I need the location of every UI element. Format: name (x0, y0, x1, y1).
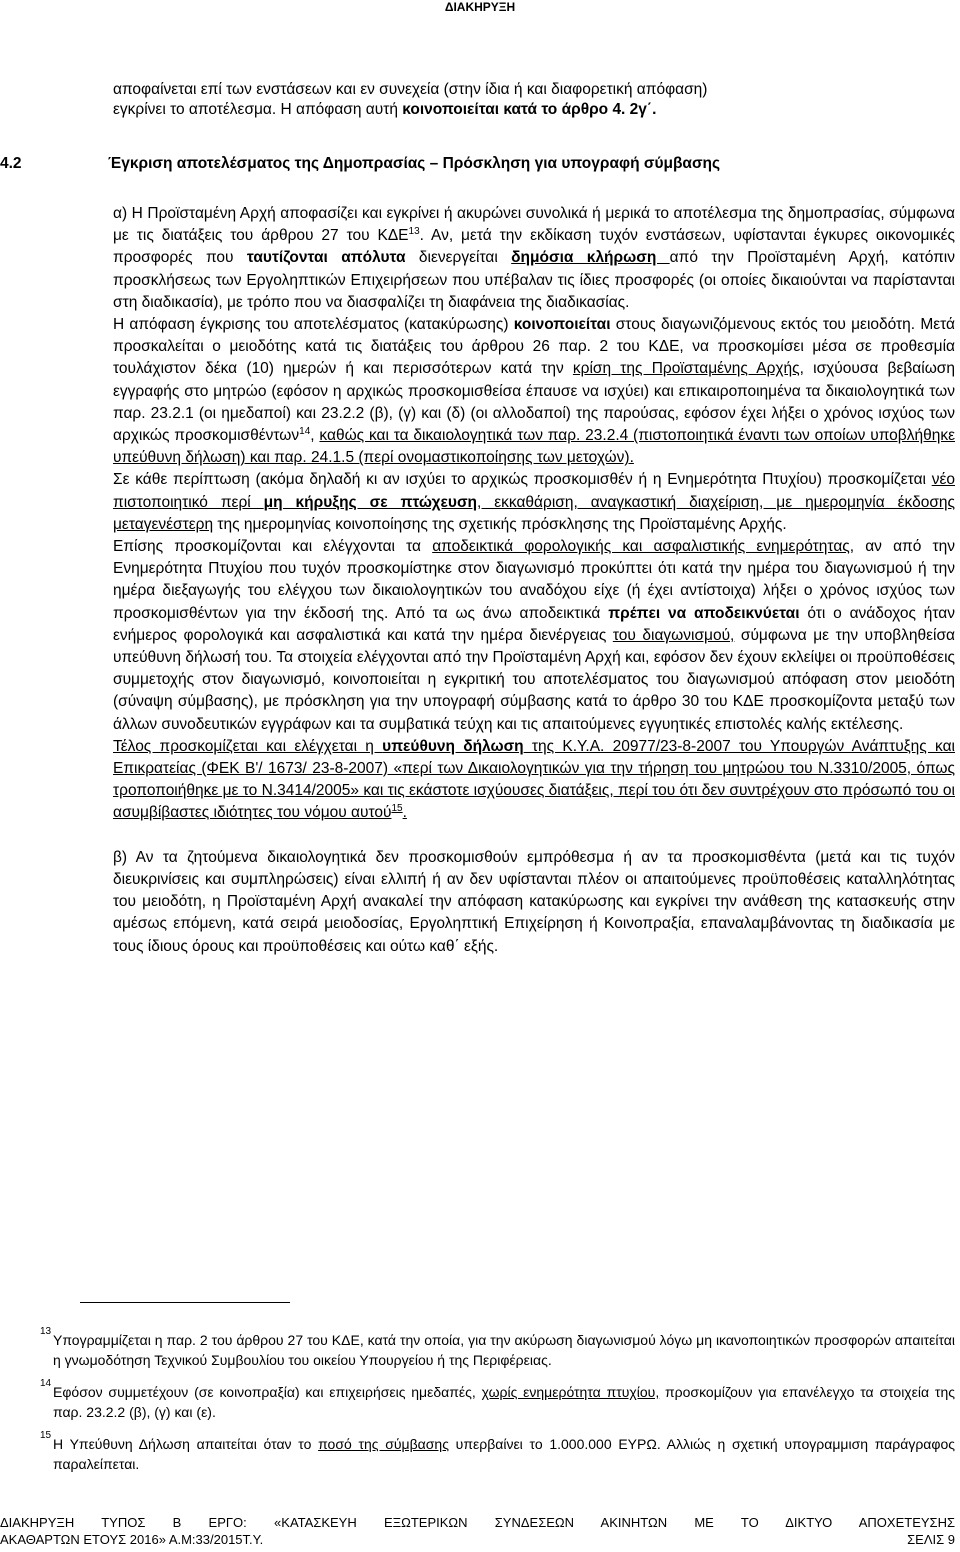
footnote-15: 15 Η Υπεύθυνη Δήλωση απαιτείται όταν το ποσό της σύμβασης υπερβαίνει το 1.000.000 ΕΥΡΩ. Αλλιώς η σχετική υπογραμμιση παράγραφος παραλείπεται. (40, 1434, 955, 1474)
section-title: Έγκριση αποτελέσματος της Δημοπρασίας – Πρόσκληση για υπογραφή σύμβασης (108, 155, 721, 172)
paragraph-a: α) Η Προϊσταμένη Αρχή αποφασίζει και εγκρίνει ή ακυρώνει συνολικά ή μερικά το αποτέλεσμα της δημοπρασίας, σύμφωνα με τις διατάξεις του άρθρου 27 του ΚΔΕ$^{13}$. Αν, μετά την εκδίκαση τυχόν ενστάσεων, υφίστανται έγκυρες οικονομικές προσφορές που ταυτίζονται απόλυτα διενεργείται δημόσια κλήρωση από την Προϊσταμένη Αρχή, κατόπιν προσκλήσεως των Εργοληπτικών Επιχειρήσεων που υπέβαλαν τις ίδιες προσφορές (οι οποίες δικαιούνται να παρίστανται στη διαδικασία), με τρόπο που να διασφαλίζει τη διαφάνεια της διαδικασίας. (113, 205, 955, 311)
paragraph-tax: Επίσης προσκομίζονται και ελέγχονται τα αποδεικτικά φορολογικής και ασφαλιστικής ενημερότητας, αν από την Ενημερότητα Πτυχίου που τυχόν προσκομίστηκε στον διαγωνισμό προκύπτει ότι κατά την ημέρα του διαγωνισμού ή την ημέρα διεξαγωγής του ελέγχου των δικαιολογητικών του αναδόχου είχε (ή έχει αντίστοιχα) λήξει ο χρόνος ισχύος των προσκομισθέντων για την έκδοσή της. Από τα ως άνω αποδεικτικά πρέπει να αποδεικνύεται ότι ο ανάδοχος ήταν ενήμερος φορολογικά και ασφαλιστικά και κατά την ημέρα διενέργειας του διαγωνισμού, σύμφωνα με την υποβληθείσα υπεύθυνη δήλωσή του. Τα στοιχεία ελέγχονται από την Προϊσταμένη Αρχή και, εφόσον δεν έχουν εκλείψει οι προϋποθέσεις συμμετοχής στον διαγωνισμό, κοινοποιείται η εγκριτική του αποτελέσματος του διαγωνισμού απόφαση στον μειοδότη (σύναψη σύμβασης), με πρόσκληση για την υπογραφή σύμβασης κατά το άρθρο 30 του ΚΔΕ προσκομίζοντα μεταξύ των άλλων συνοδευτικών εγγράφων και τα συμβατικά τεύχη και τις απαιτούμενες εγγυητικές επιστολές καλής εκτέλεσης. (113, 538, 955, 733)
footnotes (40, 1326, 955, 1486)
intro-line-2: εγκρίνει το αποτέλεσμα. Η απόφαση αυτή κοινοποιείται κατά το άρθρο 4. 2γ΄. (113, 101, 657, 118)
paragraph-notice: Η απόφαση έγκρισης του αποτελέσματος (κατακύρωσης) κοινοποιείται στους διαγωνιζόμενους εκτός του μειοδότη. Μετά προσκαλείται ο μειοδότης κατά τις διατάξεις του άρθρου 26 παρ. 2 του ΚΔΕ, να προσκομίσει μέσα σε προθεσμία τουλάχιστον δέκα (10) ημερών ή και περισσότερων κατά την κρίση της Προϊσταμένης Αρχής, ισχύουσα βεβαίωση εγγραφής στο μητρώο (εφόσον η αρχικώς προσκομισθείσα έπαυσε να ισχύει) και επικαιροποιημένα τα δικαιολογητικά των παρ. 23.2.1 (οι ημεδαποί) και 23.2.2 (β), (γ) και (δ) (οι αλλοδαποί) της παρούσας, εφόσον έχει λήξει ο χρόνος ισχύος των αρχικώς προσκομισθέντων$^{14}$, καθώς και τα δικαιολογητικά των παρ. 23.2.4 (πιστοποιητικά έναντι των οποίων υποβλήθηκε υπεύθυνη δήλωση) και παρ. 24.1.5 (περί ονομαστικοποίησης των μετοχών). (113, 316, 955, 467)
paragraph-certificate: Σε κάθε περίπτωση (ακόμα δηλαδή κι αν ισχύει το αρχικώς προσκομισθέν ή η Ενημερότητα Πτυχίου) προσκομίζεται νέο πιστοποιητικό περί μη κήρυξης σε πτώχευση, εκκαθάριση, αναγκαστική διαχείριση, με ημερομηνία έκδοσης μεταγενέστερη της ημερομηνίας κοινοποίησης της σχετικής πρόσκλησης της Προϊσταμένης Αρχής. (113, 471, 955, 533)
page-footer (0, 1514, 955, 1548)
page-number: ΣΕΛΙΣ 9 (907, 1532, 955, 1547)
footnote-ref-14[interactable]: 14 (299, 425, 311, 437)
footnote-14: 14 Εφόσον συμμετέχουν (σε κοινοπραξία) και επιχειρήσεις ημεδαπές, χωρίς ενημερότητα πτυχίου, προσκομίζουν για επανέλεγχο τα στοιχεία της παρ. 23.2.2 (β), (γ) και (ε). (40, 1382, 955, 1422)
section-body (113, 203, 955, 958)
page-header: ΔΙΑΚΗΡΥΞΗ (444, 0, 516, 14)
intro-paragraph (113, 80, 955, 120)
footnote-13: 13 Υπογραμμίζεται η παρ. 2 του άρθρου 27 του ΚΔΕ, κατά την οποία, για την ακύρωση διαγωνισμού λόγω μη ικανοποιητικών προσφορών απαιτείται η γνωμοδότηση Τεχνικού Συμβουλίου του οικείου Υπουργείου ή της Περιφέρειας. (40, 1330, 955, 1370)
intro-line-1: αποφαίνεται επί των ενστάσεων και εν συνεχεία (στην ίδια ή και διαφορετική απόφαση) (113, 81, 708, 98)
section-number: 4.2 (0, 155, 22, 172)
footnote-mark: 13 (40, 1326, 52, 1337)
paragraph-b: β) Αν τα ζητούμενα δικαιολογητικά δεν προσκομισθούν εμπρόθεσμα ή αν τα προσκομισθέντα (μετά και τις τυχόν διευκρινίσεις και συμπληρώσεις) είναι ελλιπή ή αν δεν υφίστανται πλέον οι απαιτούμενες προϋποθέσεις καταλληλότητας του μειοδότη, η Προϊσταμένη Αρχή ανακαλεί την απόφαση κατακύρωσης και εγκρίνει την ανάθεση της κατασκευής στην αμέσως επόμενη, κατά σειρά μειοδοσίας, Εργοληπτική Επιχείρηση ή Κοινοπραξία, επαναλαμβάνοντας τη διαδικασία με τους ίδιους όρους και προϋποθέσεις και ούτω καθ΄ εξής. (113, 848, 955, 955)
paragraph-final: Τέλος προσκομίζεται και ελέγχεται η υπεύθυνη δήλωση της Κ.Υ.Α. 20977/23-8-2007 του Υπουργών Ανάπτυξης και Επικρατείας (ΦΕΚ Β'/ 1673/ 23-8-2007) «περί των Δικαιολογητικών για την τήρηση του μητρώου του Ν.3310/2005, όπως τροποποιήθηκε με το Ν.3414/2005» και τις εκάστοτε ισχύουσες διατάξεις, περί του ότι δεν συντρέχουν στο πρόσωπό του οι ασυμβίβαστες ιδιότητες του νόμου αυτού$^{15}$. (113, 737, 955, 822)
footer-line-2 (0, 1531, 955, 1548)
footnote-mark: 14 (40, 1378, 52, 1389)
footnote-mark: 15 (40, 1430, 52, 1441)
footer-line-1: ΔΙΑΚΗΡΥΞΗ ΤΥΠΟΣ Β ΕΡΓΟ: «ΚΑΤΑΣΚΕΥΗ ΕΞΩΤΕΡΙΚΩΝ ΣΥΝΔΕΣΕΩΝ ΑΚΙΝΗΤΩΝ ΜΕ ΤΟ ΔΙΚΤΥΟ ΑΠΟΧΕΤΕΥΣΗΣ (0, 1515, 955, 1530)
footnote-ref-13[interactable]: 13 (408, 226, 420, 238)
footnote-separator (80, 1302, 290, 1303)
footer-project-code: ΑΚΑΘΑΡΤΩΝ ΕΤΟΥΣ 2016» Α.Μ:33/2015Τ.Υ. (0, 1532, 264, 1547)
footnote-ref-15[interactable]: 15 (391, 803, 403, 815)
